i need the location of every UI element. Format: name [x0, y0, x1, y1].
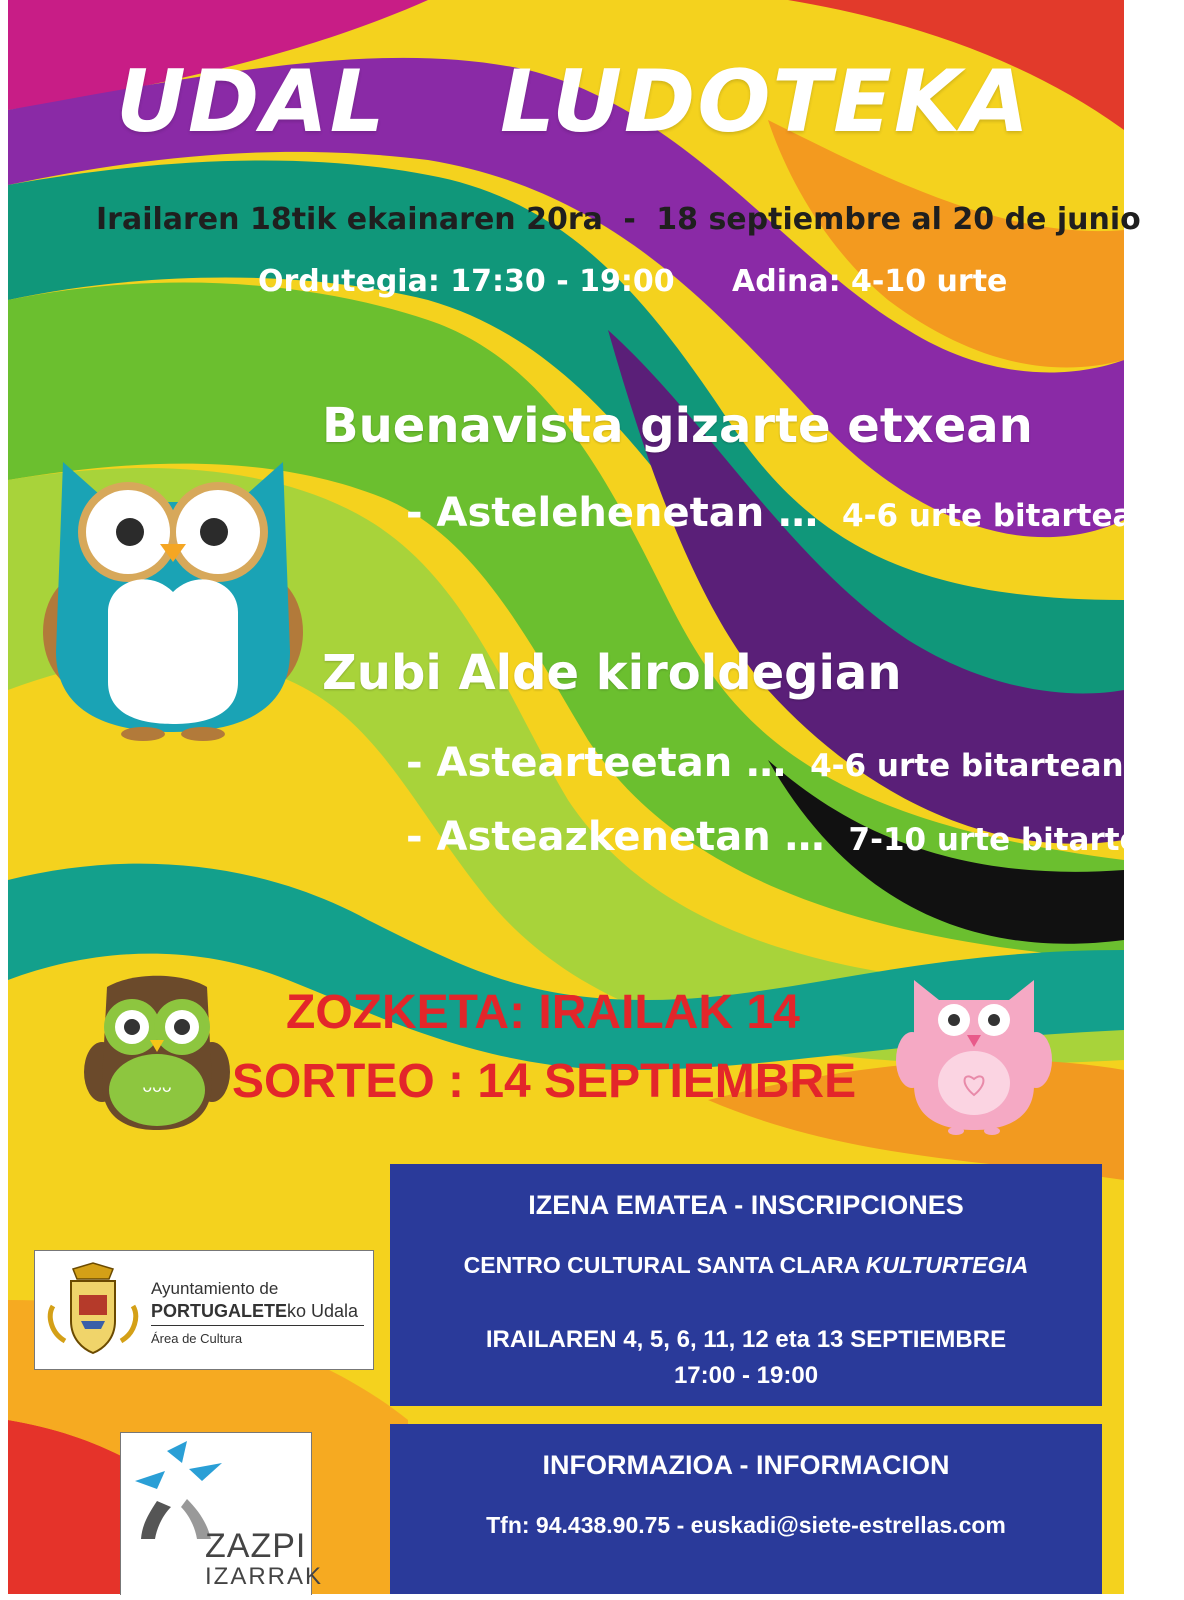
title-word-ludoteka: LUDOTEKA — [500, 52, 1032, 152]
information-box — [390, 1424, 1102, 1594]
municipal-logo-line1: Ayuntamiento de — [151, 1279, 279, 1298]
municipal-logo — [34, 1250, 374, 1370]
raffle-line-basque: ZOZKETA: IRAILAK 14 — [286, 986, 800, 1039]
venue-zubi-alde-day-tuesday — [406, 740, 1124, 786]
title-word-udal: UDAL — [116, 52, 387, 152]
day-label: - Astelehenetan … — [406, 490, 819, 536]
schedule-value: 17:30 - 19:00 — [450, 264, 675, 299]
venue-buenavista: Buenavista gizarte etxean — [322, 398, 1033, 454]
zazpi-izarrak-logo — [120, 1432, 324, 1595]
day-ages: 4-6 urte bitartean — [842, 498, 1156, 534]
municipal-logo-line3: Área de Cultura — [151, 1331, 243, 1346]
municipal-name: PORTUGALETE — [151, 1301, 288, 1321]
registration-place-italic: KULTURTEGIA — [865, 1252, 1029, 1278]
company-logo-line2: IZARRAK — [205, 1563, 324, 1590]
age-value: 4-10 urte — [851, 264, 1008, 299]
registration-time: 17:00 - 19:00 — [673, 1362, 819, 1389]
day-label: - Asteazkenetan … — [406, 814, 825, 860]
registration-days: IRAILAREN 4, 5, 6, 11, 12 eta 13 SEPTIEMBRE — [485, 1326, 1007, 1353]
poster — [8, 0, 1184, 1594]
schedule-line — [258, 264, 675, 299]
dates-basque: Irailaren 18tik ekainaren 20ra — [96, 202, 603, 237]
registration-place — [390, 1252, 1102, 1279]
registration-place-name: CENTRO CULTURAL SANTA CLARA — [463, 1252, 860, 1278]
municipal-suffix: ko Udala — [287, 1301, 359, 1321]
information-contact: Tfn: 94.438.90.75 - euskadi@siete-estrellas.com — [486, 1512, 1006, 1538]
dates-spanish: 18 septiembre al 20 de junio — [656, 202, 1141, 237]
municipal-logo-line2 — [151, 1301, 364, 1326]
information-heading: INFORMAZIOA - INFORMACION — [542, 1450, 950, 1480]
teal-owl-illustration — [28, 452, 318, 742]
venue-buenavista-day-monday — [406, 490, 1156, 536]
day-ages: 7-10 urte bitartean — [848, 822, 1184, 858]
raffle-line-spanish: SORTEO : 14 SEPTIEMBRE — [232, 1055, 857, 1108]
svg-text:ᴗᴗᴗ: ᴗᴗᴗ — [142, 1077, 172, 1096]
dates-separator: - — [623, 202, 636, 237]
green-owl-illustration — [82, 972, 232, 1132]
coat-of-arms-icon — [43, 1261, 143, 1361]
day-ages: 4-6 urte bitartean — [810, 748, 1124, 784]
venue-zubi-alde-day-wednesday — [406, 814, 1184, 860]
company-logo-line1: ZAZPI — [205, 1527, 307, 1565]
registration-heading: IZENA EMATEA - INSCRIPCIONES — [528, 1190, 964, 1220]
dates-line — [96, 202, 1141, 237]
registration-box — [390, 1164, 1102, 1406]
venue-zubi-alde: Zubi Alde kiroldegian — [322, 645, 902, 701]
age-line — [732, 264, 1007, 299]
pink-owl-illustration — [894, 975, 1054, 1135]
schedule-label: Ordutegia: — [258, 264, 440, 299]
star-logo-icon — [127, 1441, 237, 1541]
age-label: Adina: — [732, 264, 841, 299]
day-label: - Astearteetan … — [406, 740, 787, 786]
